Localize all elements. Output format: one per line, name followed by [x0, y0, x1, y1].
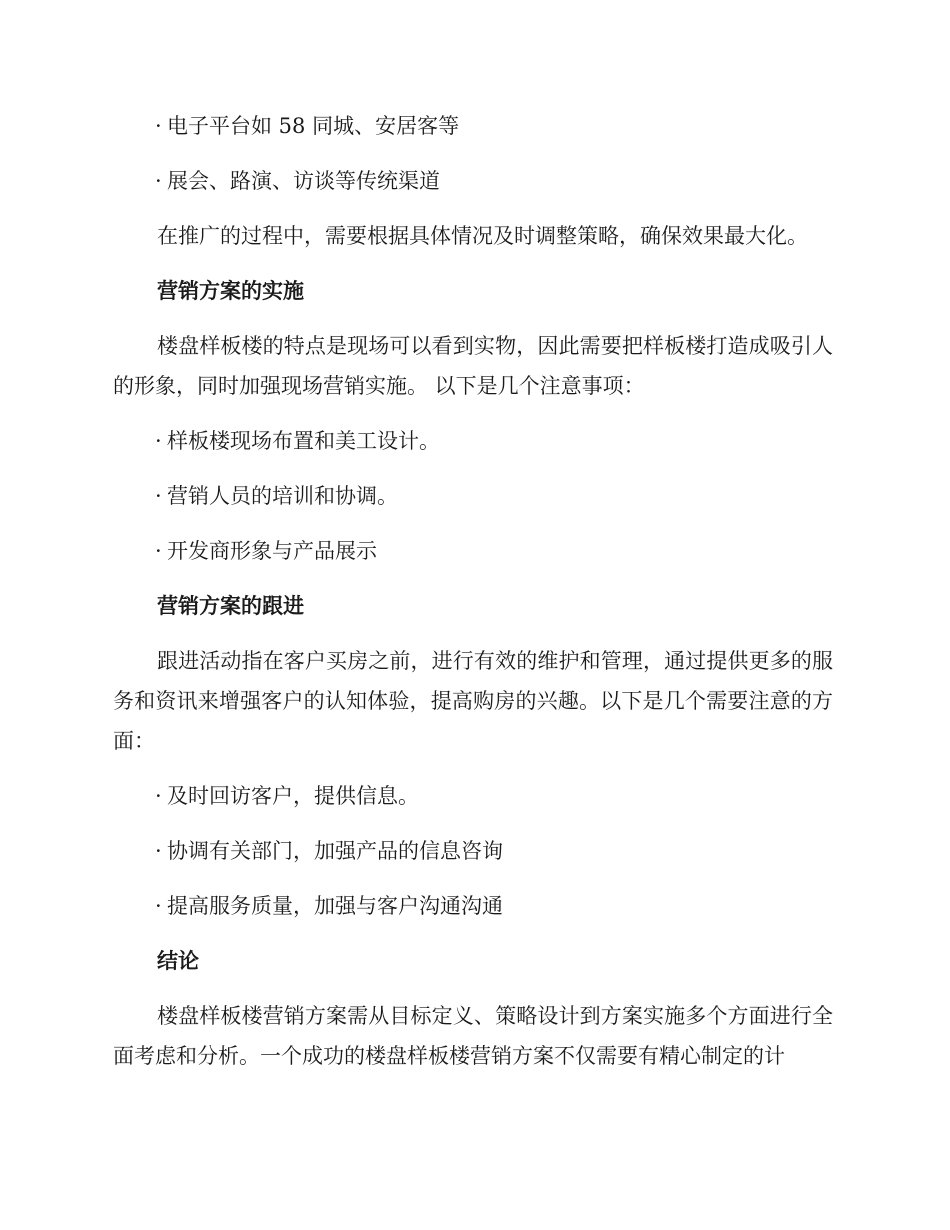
bullet-item [113, 106, 833, 146]
bullet-dot: · [155, 784, 162, 808]
section-heading: 营销方案的实施 [157, 279, 304, 303]
bullet-item [113, 776, 833, 816]
bullet-dot: · [155, 429, 162, 453]
bullet-dot: · [155, 484, 162, 508]
section-heading: 营销方案的跟进 [157, 594, 304, 618]
bullet-text: 开发商形象与产品展示 [167, 539, 377, 563]
bullet-dot: · [155, 539, 162, 563]
bullet-item [113, 476, 833, 516]
bullet-item [113, 531, 833, 571]
paragraph: 楼盘样板楼的特点是现场可以看到实物，因此需要把样板楼打造成吸引人的形象，同时加强现场营销实施。 以下是几个注意事项： [113, 334, 833, 398]
section-heading: 结论 [157, 949, 199, 973]
bullet-text: 电子平台如 58 同城、安居客等 [167, 114, 460, 138]
bullet-item [113, 886, 833, 926]
document-body [113, 106, 833, 1091]
paragraph: 在推广的过程中，需要根据具体情况及时调整策略，确保效果最大化。 [157, 224, 808, 248]
bullet-dot: · [155, 169, 162, 193]
bullet-text: 展会、路演、访谈等传统渠道 [167, 169, 440, 193]
bullet-text: 提高服务质量，加强与客户沟通沟通 [167, 894, 503, 918]
bullet-dot: · [155, 894, 162, 918]
bullet-text: 及时回访客户，提供信息。 [167, 784, 419, 808]
bullet-text: 样板楼现场布置和美工设计。 [167, 429, 440, 453]
paragraph: 楼盘样板楼营销方案需从目标定义、策略设计到方案实施多个方面进行全面考虑和分析。一个成功的楼盘样板楼营销方案不仅需要有精心制定的计 [113, 1004, 833, 1068]
bullet-text: 营销人员的培训和协调。 [167, 484, 398, 508]
bullet-dot: · [155, 114, 162, 138]
bullet-item [113, 831, 833, 871]
bullet-text: 协调有关部门，加强产品的信息咨询 [167, 839, 503, 863]
bullet-item [113, 161, 833, 201]
bullet-item [113, 421, 833, 461]
bullet-dot: · [155, 839, 162, 863]
paragraph: 跟进活动指在客户买房之前，进行有效的维护和管理，通过提供更多的服务和资讯来增强客户的认知体验，提高购房的兴趣。以下是几个需要注意的方面： [113, 649, 833, 753]
